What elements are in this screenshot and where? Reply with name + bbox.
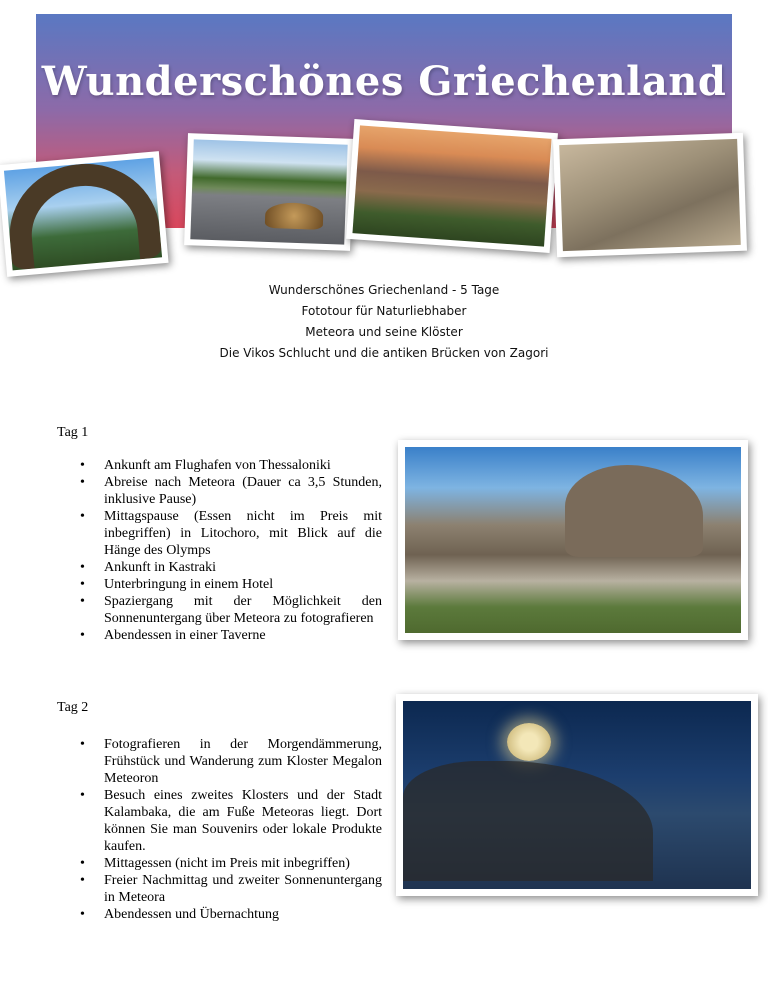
intro-line: Meteora und seine Klöster [305,325,463,339]
day-1-list [86,457,382,644]
photo-cave-arch [0,151,169,277]
page-title: Wunderschönes Griechenland [41,58,727,105]
list-item: • Abendessen in einer Taverne [86,627,382,644]
day-2-list [86,736,382,923]
list-item: • Unterbringung in einem Hotel [86,576,382,593]
photo-tortoise-road [184,133,354,251]
list-item: • Mittagessen (nicht im Preis mit inbegriffen) [86,855,382,872]
photo-meteora-village [398,440,748,640]
day-2-label: Tag 2 [57,700,89,715]
intro-line: Wunderschönes Griechenland - 5 Tage [268,283,500,297]
intro-line: Fototour für Naturliebhaber [301,304,467,318]
list-item: • Fotografieren in der Morgendämmerung, Frühstück und Wanderung zum Kloster Megalon Meteoron [86,736,382,787]
list-item: • Ankunft in Kastraki [86,559,382,576]
photo-meteora-sunset [346,119,558,253]
day-1-label: Tag 1 [57,425,89,440]
photo-rock-cliff [553,133,747,258]
intro-line: Die Vikos Schlucht und die antiken Brücken von Zagori [219,346,549,360]
list-item: • Mittagspause (Essen nicht im Preis mit inbegriffen) in Litochoro, mit Blick auf die Hänge des Olymps [86,508,382,559]
list-item: • Besuch eines zweites Klosters und der Stadt Kalambaka, die am Fuße Meteoras liegt. Dort können Sie man Souvenirs oder lokale Produkte kaufen. [86,787,382,855]
photo-monastery-moon [396,694,758,896]
list-item: • Abendessen und Übernachtung [86,906,382,923]
list-item: • Freier Nachmittag und zweiter Sonnenuntergang in Meteora [86,872,382,906]
intro-block [0,280,768,364]
list-item: • Ankunft am Flughafen von Thessaloniki [86,457,382,474]
list-item: • Spaziergang mit der Möglichkeit den Sonnenuntergang über Meteora zu fotografieren [86,593,382,627]
list-item: • Abreise nach Meteora (Dauer ca 3,5 Stunden, inklusive Pause) [86,474,382,508]
